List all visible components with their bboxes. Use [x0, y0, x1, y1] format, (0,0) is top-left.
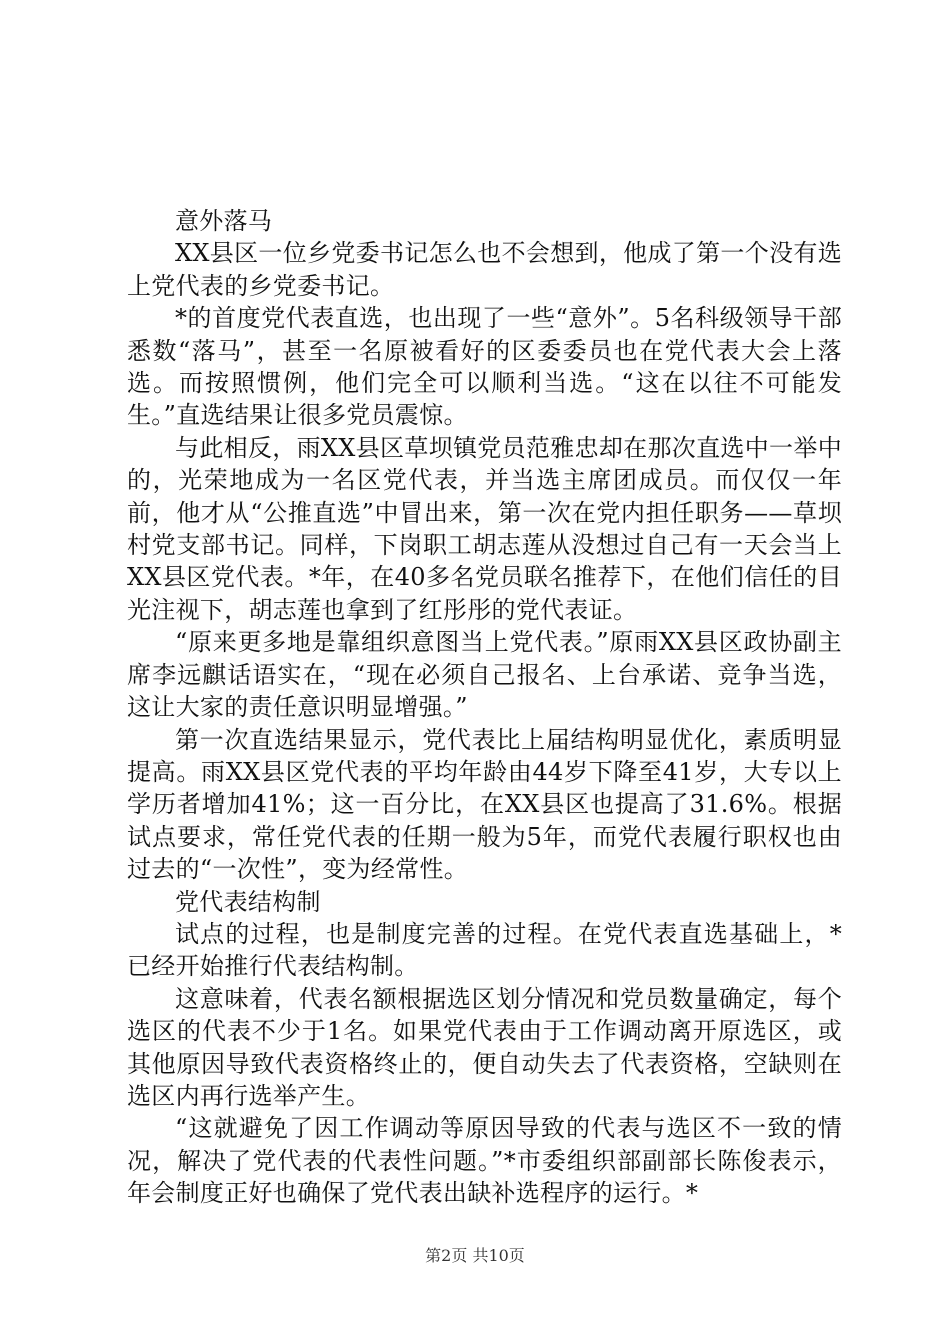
paragraph: “这就避免了因工作调动等原因导致的代表与选区不一致的情况，解决了党代表的代表性问题。”*市委组织部副部长陈俊表示，年会制度正好也确保了党代表出缺补选程序的运行。* — [127, 1114, 842, 1208]
paragraph: 第一次直选结果显示，党代表比上届结构明显优化，素质明显提高。雨XX县区党代表的平均年龄由44岁下降至41岁，大专以上学历者增加41%；这一百分比，在XX县区也提高了31.6%。根据试点要求，常任党代表的任期一般为5年，而党代表履行职权也由过去的“一次性”，变为经常性。 — [127, 725, 842, 884]
paragraph: 与此相反，雨XX县区草坝镇党员范雅忠却在那次直选中一举中的，光荣地成为一名区党代表，并当选主席团成员。而仅仅一年前，他才从“公推直选”中冒出来，第一次在党内担任职务——草坝村党支部书记。同样，下岗职工胡志莲从没想过自己有一天会当上XX县区党代表。*年，在40多名党员联名推荐下，在他们信任的目光注视下，胡志莲也拿到了红彤彤的党代表证。 — [127, 433, 842, 624]
paragraph: *的首度党代表直选，也出现了一些“意外”。5名科级领导干部悉数“落马”，甚至一名原被看好的区委委员也在党代表大会上落选。而按照惯例，他们完全可以顺利当选。“这在以往不可能发生。”直选结果让很多党员震惊。 — [127, 304, 842, 430]
page-footer: 第2页 共10页 — [425, 1246, 525, 1265]
paragraph: 这意味着，代表名额根据选区划分情况和党员数量确定，每个选区的代表不少于1名。如果党代表由于工作调动离开原选区，或其他原因导致代表资格终止的，便自动失去了代表资格，空缺则在选区内再行选举产生。 — [127, 984, 842, 1110]
paragraph: XX县区一位乡党委书记怎么也不会想到，他成了第一个没有选上党代表的乡党委书记。 — [127, 239, 842, 300]
section-heading: 意外落马 — [175, 207, 273, 235]
document-body — [127, 205, 842, 1210]
paragraph: 试点的过程，也是制度完善的过程。在党代表直选基础上，*已经开始推行代表结构制。 — [127, 919, 842, 981]
paragraph: “原来更多地是靠组织意图当上党代表。”原雨XX县区政协副主席李远麒话语实在，“现在必须自己报名、上台承诺、竞争当选，这让大家的责任意识明显增强。” — [127, 628, 842, 722]
section-heading: 党代表结构制 — [175, 887, 321, 916]
